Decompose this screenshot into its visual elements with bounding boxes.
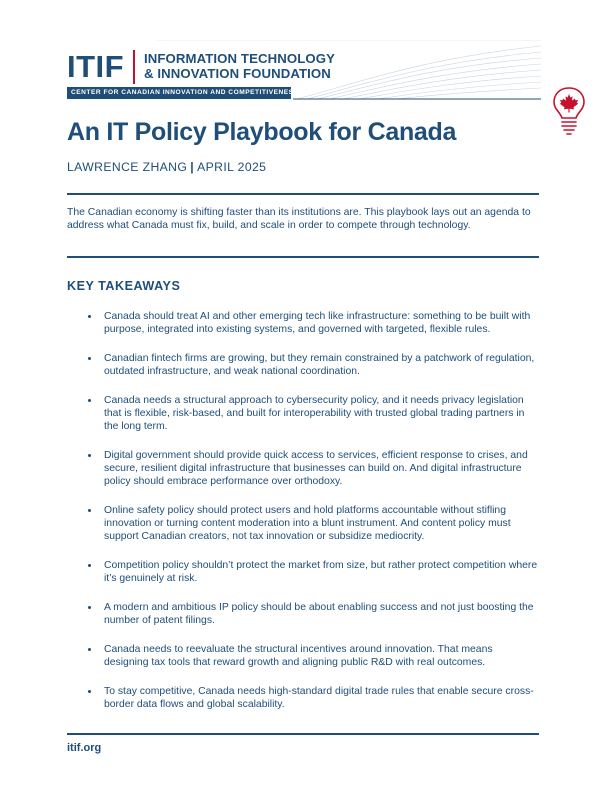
takeaway-text: To stay competitive, Canada needs high-standard digital trade rules that enable secure cross-border data flows and global scalability. [104,686,534,711]
org-name-line-2: & INNOVATION FOUNDATION [144,66,331,81]
divider-rule-footer [67,733,539,735]
takeaway-text: Canada needs to reevaluate the structural incentives around innovation. That means designing tax tools that reward growth and aligning public R&D with real outcomes. [104,644,493,669]
byline [67,160,266,175]
center-name-banner: CENTER FOR CANADIAN INNOVATION AND COMPETITIVENESS [67,87,291,99]
takeaway-text: Online safety policy should protect users and hold platforms accountable without stifling innovation or turning content moderation into a blunt instrument. And content policy must support Canadian creators, not tax innovation or subsidize mediocrity. [104,505,511,543]
publication-date: APRIL 2025 [197,160,267,174]
takeaway-text: A modern and ambitious IP policy should be about enabling success and not just boosting the number of patent filings. [104,602,534,627]
author-name: LAWRENCE ZHANG [67,160,188,174]
bullet-icon [88,690,91,693]
bullet-icon [88,399,91,402]
bullet-icon [88,648,91,651]
org-name-line-1: INFORMATION TECHNOLOGY [144,51,335,66]
organization-name [144,51,335,81]
summary-paragraph: The Canadian economy is shifting faster than its institutions are. This playbook lays out an agenda to address what Canada must fix, build, and scale in order to compete through technology. [67,207,531,232]
bullet-icon [88,315,91,318]
key-takeaways-heading: KEY TAKEAWAYS [67,279,181,293]
bullet-icon [88,454,91,457]
bullet-icon [88,564,91,567]
takeaway-text: Digital government should provide quick access to services, efficient response to crises, and secure, resilient digital infrastructure that businesses can build on. And digital infrastructure policy should embrace performance over orthodoxy. [104,450,528,488]
logo-divider [133,50,135,84]
bullet-icon [88,357,91,360]
bullet-icon [88,606,91,609]
report-header [67,40,541,102]
takeaway-text: Canada needs a structural approach to cybersecurity policy, and it needs privacy legislation that is flexible, risk-based, and built for interoperability with trusted global trading partners in the long term. [104,395,525,433]
bullet-icon [88,509,91,512]
byline-separator: | [190,160,195,174]
takeaway-text: Competition policy shouldn’t protect the market from size, but rather protect competition where it’s genuinely at risk. [104,560,538,585]
itif-website-link[interactable]: itif.org [67,742,102,754]
maple-leaf-lightbulb-icon [551,84,587,138]
divider-rule-top [67,193,539,195]
takeaway-text: Canada should treat AI and other emerging tech like infrastructure: something to be built with purpose, integrated into existing systems, and governed with targeted, flexible rules. [104,311,531,336]
page-title: An IT Policy Playbook for Canada [67,118,457,146]
divider-rule-middle [67,256,539,258]
takeaway-text: Canadian fintech firms are growing, but they remain constrained by a patchwork of regulation, outdated infrastructure, and weak national coordination. [104,353,535,378]
itif-logo: ITIF [67,49,125,84]
